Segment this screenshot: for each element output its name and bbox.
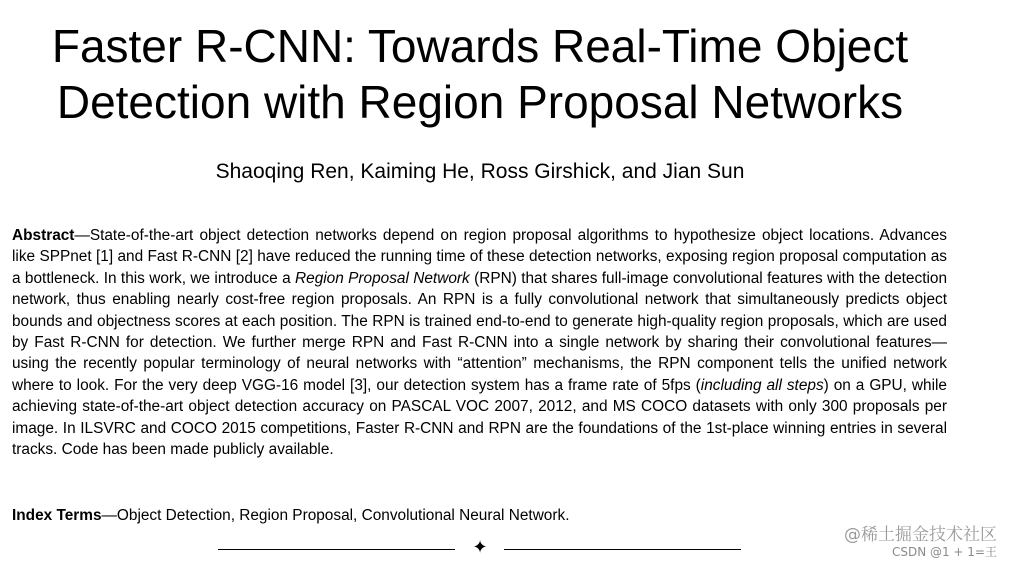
abstract-text-2: (RPN) that shares full-image convolutional features with the detection network, thus enabling nearly cost-free region proposals. An RPN is a fully convolutional network that simultaneously predicts object bounds and objectness scores at each position. The RPN is trained end-to-end to generate high-quality region proposals, which are used by Fast R-CNN for detection. We further merge RPN and Fast R-CNN into a single network by sharing their convolutional features—using the recently popular terminology of neural networks with “attention” mechanisms, the RPN component tells the unified network where to look. For the very deep VGG-16 model [3], our detection system has a frame rate of 5fps ( xyxy=(12,269,948,394)
index-terms-text: —Object Detection, Region Proposal, Convolutional Neural Network. xyxy=(101,507,570,524)
paper-authors: Shaoqing Ren, Kaiming He, Ross Girshick, and Jian Sun xyxy=(215,160,745,183)
watermark-csdn: CSDN @1 + 1=王 xyxy=(891,545,997,559)
abstract-text-1: —State-of-the-art object detection networks depend on region proposal algorithms to hypothesize object locations. Advances like SPPnet [1] and Fast R-CNN [2] have reduced the running time of these detection networks, exposing region proposal computation as a bottleneck. In this work, we introduce a xyxy=(12,227,947,287)
divider-star-icon: ✦ xyxy=(472,537,488,558)
abstract-italic-rpn: Region Proposal Network xyxy=(295,269,470,287)
watermark-juejin: @稀土掘金技术社区 xyxy=(844,525,997,545)
paper-title-line-2: Detection with Region Proposal Networks xyxy=(56,76,904,128)
paper-title-line-1: Faster R-CNN: Towards Real-Time Object xyxy=(51,20,909,72)
divider-line-left xyxy=(218,549,455,550)
abstract-label: Abstract xyxy=(12,227,75,244)
abstract-paragraph xyxy=(12,225,947,460)
index-terms xyxy=(12,505,947,526)
watermark xyxy=(844,525,997,559)
divider-line-right xyxy=(504,549,741,550)
abstract-italic-steps: including all steps xyxy=(700,376,824,394)
index-terms-label: Index Terms xyxy=(12,507,102,524)
abstract-text-3: ) on a GPU, while achieving state-of-the-art object detection accuracy on PASCAL VOC 2007, 2012, and MS COCO datasets with only 300 proposals per image. In ILSVRC and COCO 2015 competitions, Faster R-CNN and RPN are the foundations of the 1st-place winning entries in several tracks. Code has been made publicly available. xyxy=(12,376,947,459)
paper-title xyxy=(0,18,960,130)
